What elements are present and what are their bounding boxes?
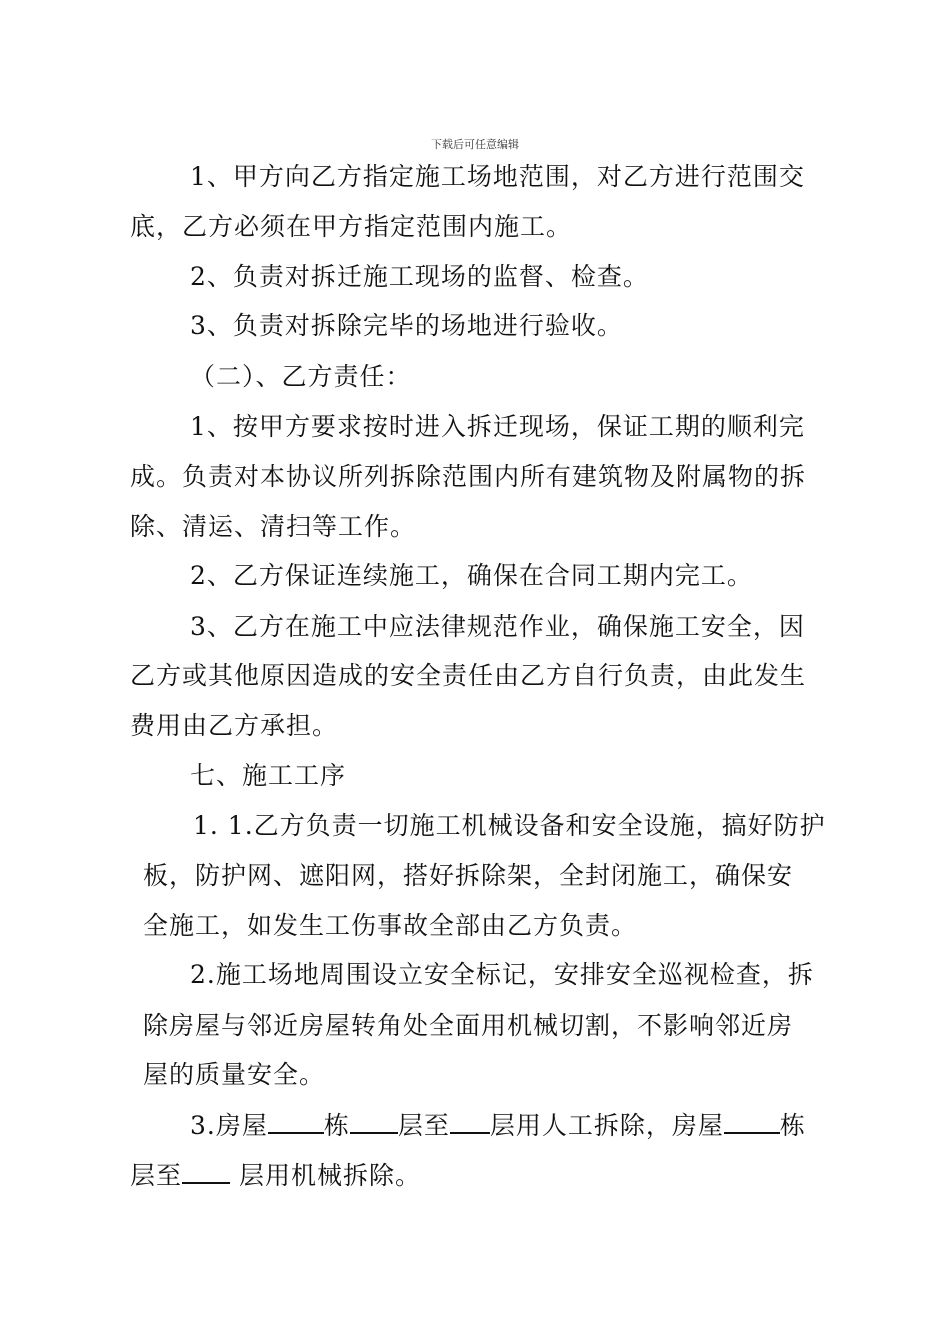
- paragraph-line: 屋的质量安全。: [143, 1060, 326, 1089]
- fill-text: 层用人工拆除，房屋: [489, 1111, 724, 1140]
- fill-text: 层至: [397, 1111, 450, 1140]
- paragraph-line: 2、负责对拆迁施工现场的监督、检查。: [190, 262, 649, 291]
- paragraph-line: 乙方或其他原因造成的安全责任由乙方自行负责，由此发生: [130, 661, 807, 690]
- paragraph-line: 3、负责对拆除完毕的场地进行验收。: [190, 311, 623, 340]
- paragraph-line: 底，乙方必须在甲方指定范围内施工。: [130, 212, 573, 241]
- paragraph-line: 3、乙方在施工中应法律规范作业，确保施工安全，因: [190, 612, 805, 641]
- fill-blank: [268, 1110, 324, 1134]
- paragraph-line: 除房屋与邻近房屋转角处全面用机械切割，不影响邻近房: [143, 1011, 794, 1040]
- fill-text: 层用机械拆除。: [238, 1161, 421, 1190]
- section-heading: 七、施工工序: [190, 761, 347, 790]
- fill-text: 3.房屋: [190, 1111, 268, 1140]
- section-heading: （二）、乙方责任：: [190, 362, 412, 391]
- paragraph-line: 费用由乙方承担。: [130, 711, 339, 740]
- fill-blank: [350, 1110, 398, 1134]
- fill-in-line: [130, 1160, 421, 1191]
- paragraph-line: 2.施工场地周围设立安全标记，安排安全巡视检查，拆: [190, 960, 814, 989]
- paragraph-line: 2、乙方保证连续施工，确保在合同工期内完工。: [190, 561, 753, 590]
- paragraph-line: 1、甲方向乙方指定施工场地范围，对乙方进行范围交: [190, 162, 805, 191]
- fill-in-line: [190, 1110, 806, 1141]
- fill-text: 层至: [130, 1161, 183, 1190]
- fill-blank: [450, 1110, 490, 1134]
- paragraph-line: 1. 1.乙方负责一切施工机械设备和安全设施，搞好防护: [193, 811, 826, 840]
- fill-blank: [182, 1160, 230, 1184]
- paragraph-line: 板，防护网、遮阳网，搭好拆除架，全封闭施工，确保安: [143, 861, 794, 890]
- paragraph-line: 全施工，如发生工伤事故全部由乙方负责。: [143, 911, 638, 940]
- fill-text: 栋: [779, 1111, 806, 1140]
- paragraph-line: 成。负责对本协议所列拆除范围内所有建筑物及附属物的拆: [130, 462, 807, 491]
- fill-text: 栋: [323, 1111, 350, 1140]
- header-note: 下载后可任意编辑: [431, 138, 519, 151]
- paragraph-line: 除、清运、清扫等工作。: [130, 512, 417, 541]
- paragraph-line: 1、按甲方要求按时进入拆迁现场，保证工期的顺利完: [190, 412, 805, 441]
- fill-blank: [724, 1110, 780, 1134]
